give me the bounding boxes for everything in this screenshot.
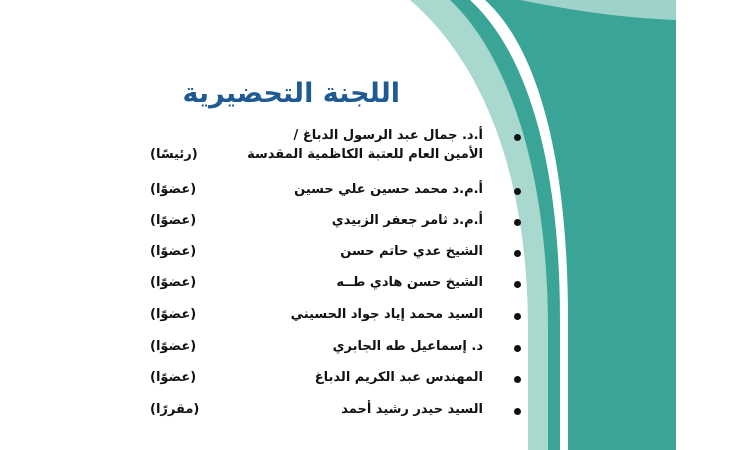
bullet-icon bbox=[514, 250, 521, 257]
member-name: أ.م.د ثامر جعفر الزبيدي bbox=[331, 213, 483, 228]
member-name: أ.د. جمال عبد الرسول الدباغ / bbox=[293, 128, 483, 143]
member-role: (عضوًا) bbox=[150, 213, 197, 228]
member-name: السيد محمد إياد جواد الحسيني bbox=[290, 307, 483, 322]
member-name-line2: الأمين العام للعتبة الكاظمية المقدسة bbox=[247, 147, 483, 162]
member-role: (رئيسًا) bbox=[150, 147, 198, 162]
member-name: الشيخ عدي حاتم حسن bbox=[340, 244, 483, 259]
member-role: (عضوًا) bbox=[150, 182, 197, 197]
list-item bbox=[140, 402, 525, 424]
bullet-icon bbox=[514, 313, 521, 320]
member-role: (عضوًا) bbox=[150, 275, 197, 290]
member-role: (عضوًا) bbox=[150, 339, 197, 354]
member-role: (عضوًا) bbox=[150, 244, 197, 259]
page-title: اللجنة التحضيرية bbox=[182, 78, 400, 109]
bullet-icon bbox=[514, 188, 521, 195]
list-item bbox=[140, 244, 525, 266]
member-name: الشيخ حسن هادي طــه bbox=[336, 275, 483, 290]
member-name: السيد حيدر رشيد أحمد bbox=[341, 402, 483, 417]
list-item bbox=[140, 307, 525, 329]
bullet-icon bbox=[514, 345, 521, 352]
bullet-icon bbox=[514, 281, 521, 288]
member-role: (عضوًا) bbox=[150, 307, 197, 322]
list-item bbox=[140, 182, 525, 204]
member-name: المهندس عبد الكريم الدباغ bbox=[314, 370, 483, 385]
bullet-icon bbox=[514, 408, 521, 415]
member-role: (مقررًا) bbox=[150, 402, 200, 417]
list-item bbox=[140, 339, 525, 361]
bullet-icon bbox=[514, 219, 521, 226]
member-name: أ.م.د محمد حسين علي حسين bbox=[294, 182, 483, 197]
bullet-icon bbox=[514, 376, 521, 383]
list-item bbox=[140, 275, 525, 297]
list-item bbox=[140, 128, 525, 162]
list-item bbox=[140, 213, 525, 235]
bullet-icon bbox=[514, 134, 521, 141]
list-item bbox=[140, 370, 525, 392]
member-name: د. إسماعيل طه الجابري bbox=[332, 339, 483, 354]
member-role: (عضوًا) bbox=[150, 370, 197, 385]
